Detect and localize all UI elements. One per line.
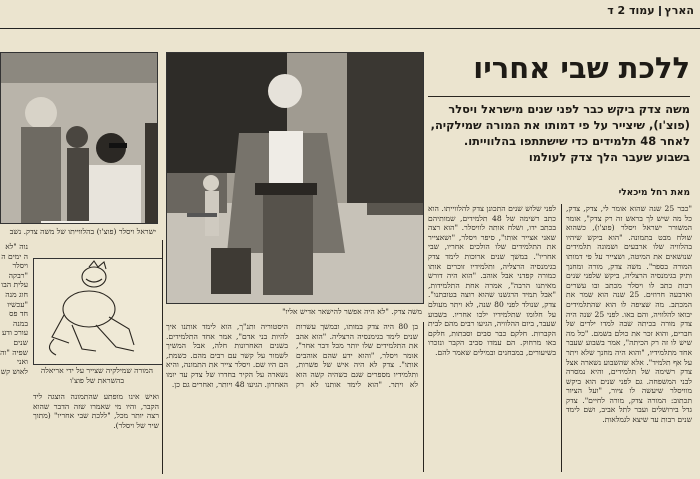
cartoon-drawing (34, 259, 162, 364)
photo-main-image (167, 53, 423, 303)
photo-funeral (0, 52, 158, 224)
photo-main (166, 52, 424, 304)
photo-main-caption: משה צדק. "לא היה אפשר להישאר אדיש אליו" (282, 307, 422, 316)
article-column-far-left: ואיש אינו מופתע שהתמונה הוצגה ליד הקבר, והיו מי שאמרו שזה הדבר שהוא רצה יותר מכל, "ללכת שבי אחריו" (מתוך שיר של ויסלר). (33, 392, 159, 430)
header-separator (659, 6, 661, 16)
page-header (0, 0, 700, 29)
column-rule-far-left (162, 240, 163, 474)
publication-name: הארץ (664, 4, 694, 17)
headline-divider (428, 96, 690, 97)
column-rule-middle (423, 322, 424, 472)
article-headline: ללכת שבי אחריו (473, 51, 690, 85)
cartoon-caption: המורה שמילקיה שצייר על ידי אריאלה בהשראת של פוצ'ו (40, 366, 154, 385)
article-column-left: בן 80 היה צדק במותו, ובמשך עשרות שנים לימד בגימנסיה הרצליה. "הוא אהב את התלמידים שלו יותר מכל דבר אחר", אומר ויסלר, "והוא ידע שהם אוהבים אותו". צדק לא היה איש של פשרות, ותלמידיו מספרים שגם כשהיה קשה הוא לא ויתר. "הוא לימד אותנו לא רק היסטוריה ותנ"ך, הוא לימד אותנו איך להיות בני אדם", אמר אחד התלמידים. בשנים האחרונות חלה, אבל המשיך לשמור על קשר עם רבים מהם. כשמת, הם היו שם. ויסלר צייר את התמונה, והיא נשארה על הקיר בחדרו של צדק עד יומו האחרון. הגיעו 48 ויותר, ואחרים גם כן. (166, 322, 418, 389)
photo-funeral-caption: ישראל ויסלר (פוצ'ו) בהלווייתו של משה צדק. נשב (9, 227, 156, 236)
page-number: עמוד 2 ד (607, 4, 655, 17)
article-column-edge: נוה "לא ה ימים ה ויסלר "רבקה עלית הבו חוג מנה "עכשיו חד פס במנה עורכ ודע שנים שפיה "וה ואני לאוש קש (0, 242, 28, 376)
article-byline: מאת רחל מיכאלי (618, 188, 690, 198)
column-rule-right (561, 204, 562, 472)
cartoon-illustration (33, 258, 163, 365)
article-column-right: "כבר 25 שנה שהוא אומר לי, צדק, צדק, כל מה שיש לך בראש זה רק צדק", אומר המשורר ישראל ויסלר (פוצ'ו), כשהוא שולח מבט בתמונה. "הוא ביקש שיהיו בהלוויה שלו ארבעים ושמונה תלמידים שנושאים את המיטה, ושצייר על פי דמותו המורה בספר". משה צדק, מורה ומחנך ותיק בגימנסיה הרצליה, ביקש שלפני שנים רבות כתב לו ויסלר מכתב ובו עשרים וארבעה חרוזים. 25 שנה הוא שמר את המכתב. מה שציפה לו הוא שהתלמידים יבואו להלוויה, והם באו. לפני 25 שנה היה צדק מורה בכיתה שבה למדו ילדים של חברים, והוא זכר את כולם בשמם. "כל מה שיש לו זה רק הכיתה", אמר בשבוע שעבר אחד מתלמידיו, "והוא היה מחנך שלא ויתר על אף תלמיד". אלא שהשבוע נשארה אצל צדק רשימה של תלמידים, והיא נמסרה לבני המשפחה. גם לפני שנים הוא ביקש מוויסלר שיעשה לו ציור, "ועל הציור תכתוב: המורה צדק, מורה לחיים". צדק גדל בירושלים ועבר לתל אביב, ושם לימד שנים רבות עד שיצא לגמלאות. (566, 204, 692, 425)
page-info (607, 4, 694, 17)
article-column-middle: לפני שלוש שנים התכונן צדק להלווייתו. הוא כתב רשימה של 48 תלמידים, שמותיהם בכתב ידו, ושלח אותה לוויסלר. "הוא רצה שאני אצייר אותו", סיפר ויסלר, "ושאצייר את התלמידים שלו הולכים אחריו, שבי אחריו". במשך שנים ארוכות לימד צדק בגימנסיה הרצליה, ותלמידיו זוכרים אותו כמורה קפדני אבל אוהב. "הוא היה דורש מאיתנו הרבה", אמרה אחת התלמידות, "אבל תמיד הרגשנו שהוא רוצה בטובתנו". צדק, שנולד לפני 80 שנה, לא ויתר מעולם על חלומו שתלמידיו ילכו אחריו. בשבוע שעבר, ביום ההלוויה, הגיעו רבים מהם לבית הקברות. חלקם כבר סבים וסבתות, חלקם באו מרחוק. הם עמדו סביב הקבר ונזכרו בשיעורים, במבחנים ובמילים שאמר להם. (428, 204, 556, 357)
photo-funeral-image (1, 53, 157, 223)
article-subhead: משה צדק ביקש כבר לפני שנים מישראל ויסלר (פוצ'ו), שיצייר על פי דמותו את המורה שמילקיה, לאחר 48 תלמידים כדי שישתתפו בהלווייתו. בשבוע שעבר הלך צדק לעולמו (430, 102, 690, 164)
